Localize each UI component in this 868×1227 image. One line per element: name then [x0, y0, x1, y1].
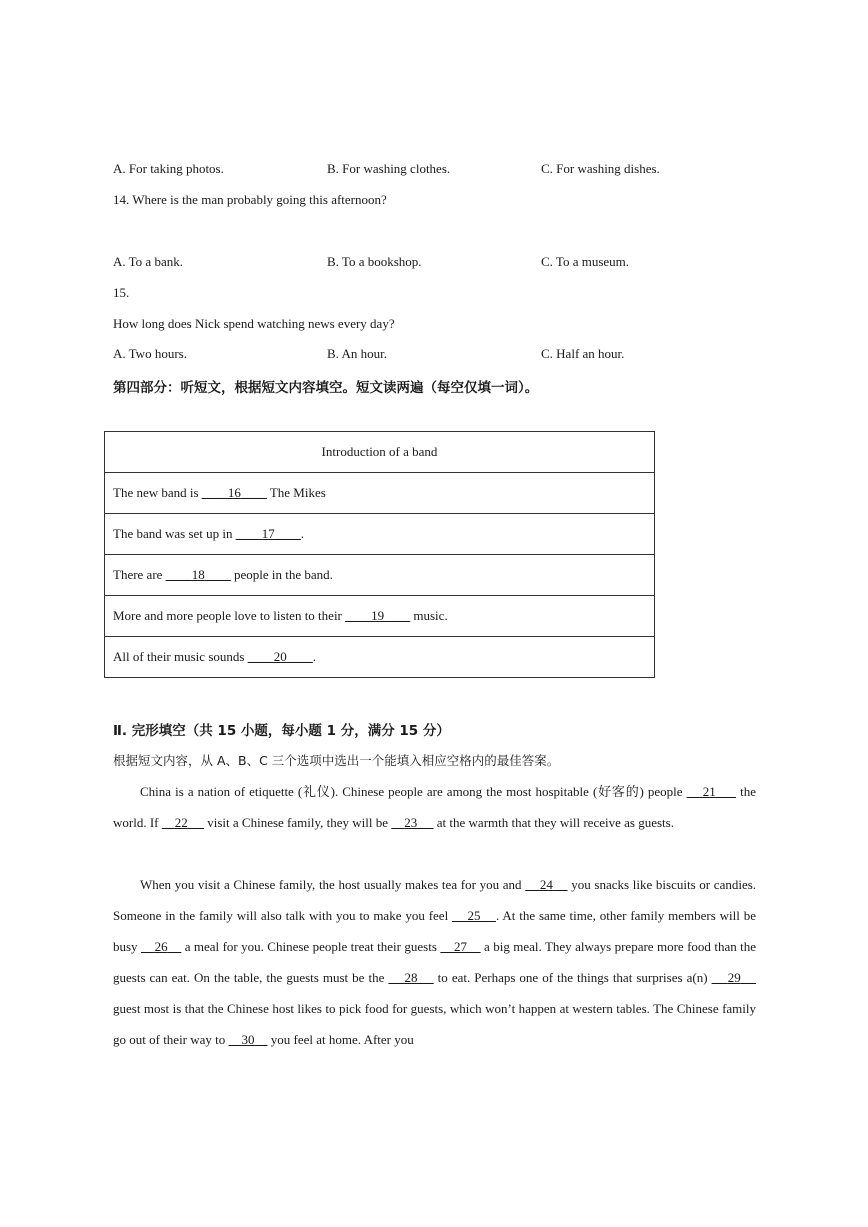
blank-number: 26 — [154, 939, 168, 954]
passage-text: guest most is that the Chinese host likes to pick food for guests, which won’t happen at western tables. The Chinese family go out of their way to — [113, 1001, 756, 1047]
q14-question: 14. Where is the man probably going this afternoon? — [113, 192, 387, 207]
blank-number: 19 — [371, 608, 385, 623]
blank-22[interactable] — [162, 815, 175, 830]
row-text-after: people in the band. — [230, 567, 333, 582]
q15-number: 15. — [113, 285, 130, 300]
q13-option-c: C. For washing dishes. — [541, 161, 660, 176]
q14-option-c: C. To a museum. — [541, 254, 630, 269]
row-text-before: All of their music sounds — [113, 649, 248, 664]
passage-text: a meal for you. Chinese people treat their guests — [181, 939, 441, 954]
blank-24[interactable] — [525, 877, 540, 892]
blank-18[interactable]: ____ — [165, 567, 192, 582]
row-text-after: . — [300, 526, 305, 541]
blank-29[interactable] — [712, 970, 728, 985]
cloze-passage-paragraph-1 — [113, 776, 756, 838]
blank-number: 18 — [191, 567, 205, 582]
blank-number: 23 — [404, 815, 418, 830]
blank-number: 28 — [404, 970, 418, 985]
blank-20[interactable]: ____ — [247, 649, 274, 664]
q14-option-a: A. To a bank. — [113, 254, 183, 269]
q15-option-b: B. An hour. — [327, 346, 387, 361]
blank-17[interactable]: ____ — [235, 526, 262, 541]
blank-26[interactable] — [141, 939, 155, 954]
passage-text: you snacks like biscuits or candies. Someone in the family will also talk with you to make you feel — [113, 877, 757, 923]
passage-text: to eat. Perhaps one of the things that surprises a(n) — [433, 970, 712, 985]
passage-text: visit a Chinese family, they will be — [204, 815, 392, 830]
table-header-row — [105, 432, 655, 473]
row-text-before: There are — [113, 567, 166, 582]
blank-number: 30 — [241, 1032, 255, 1047]
row-text-after: . — [312, 649, 316, 664]
passage-text: you feel at home. After you — [267, 1032, 414, 1047]
q13-option-b: B. For washing clothes. — [327, 161, 451, 176]
row-text-after: music. — [410, 608, 448, 623]
q14-option-b: B. To a bookshop. — [327, 254, 422, 269]
passage-text: a big meal. They always prepare more food than the guests can eat. On the table, the guests must be the — [113, 939, 757, 985]
row-text-after: The Mikes — [266, 485, 326, 500]
passage-text: China is a nation of etiquette (礼仪). Chinese people are among the most hospitable (好客的) people — [140, 784, 687, 799]
q15-option-a: A. Two hours. — [113, 346, 187, 361]
blank-number: 27 — [453, 939, 467, 954]
passage-text: When you visit a Chinese family, the host usually makes tea for you and — [140, 877, 526, 892]
blank-number: 29 — [727, 970, 741, 985]
blank-number: 21 — [702, 784, 716, 799]
passage-text: the world. If — [113, 784, 756, 830]
blank-number: 24 — [539, 877, 553, 892]
blank-25[interactable] — [452, 908, 467, 923]
cloze-passage-paragraph-2 — [113, 869, 756, 1055]
blank-16[interactable]: ____ — [201, 485, 228, 500]
row-text-before: The band was set up in — [113, 526, 236, 541]
section2-instruction: 根据短文内容，从 A、B、C 三个选项中选出一个能填入相应空格内的最佳答案。 — [113, 753, 560, 768]
part4-heading: 第四部分：听短文，根据短文内容填空。短文读两遍（每空仅填一词）。 — [113, 380, 539, 396]
table-title: Introduction of a band — [105, 432, 655, 473]
q13-option-a: A. For taking photos. — [113, 161, 224, 176]
table-row: All of their music sounds ____20____. — [105, 637, 655, 678]
q15-option-c: C. Half an hour. — [541, 346, 625, 361]
table-row: There are ____18____ people in the band. — [105, 555, 655, 596]
blank-21[interactable] — [687, 784, 703, 799]
table-row: The new band is ____16____ The Mikes — [105, 473, 655, 514]
passage-text: at the warmth that they will receive as guests. — [433, 815, 674, 830]
blank-number: 16 — [227, 485, 241, 500]
passage-text: . At the same time, other family members will be busy — [113, 908, 756, 954]
blank-number: 25 — [467, 908, 481, 923]
section2-heading: Ⅱ. 完形填空（共 15 小题，每小题 1 分，满分 15 分） — [113, 723, 450, 739]
blank-number: 22 — [174, 815, 188, 830]
band-table — [104, 431, 655, 678]
row-text-before: More and more people love to listen to their — [113, 608, 346, 623]
blank-30[interactable] — [229, 1032, 242, 1047]
row-text-before: The new band is — [113, 485, 202, 500]
blank-28[interactable] — [388, 970, 404, 985]
blank-23[interactable] — [391, 815, 404, 830]
blank-27[interactable] — [440, 939, 454, 954]
table-row: More and more people love to listen to their ____19____ music. — [105, 596, 655, 637]
blank-number: 20 — [273, 649, 287, 664]
q15-question: How long does Nick spend watching news every day? — [113, 316, 395, 331]
table-row: The band was set up in ____17____. — [105, 514, 655, 555]
blank-number: 17 — [261, 526, 275, 541]
blank-19[interactable]: ____ — [345, 608, 372, 623]
